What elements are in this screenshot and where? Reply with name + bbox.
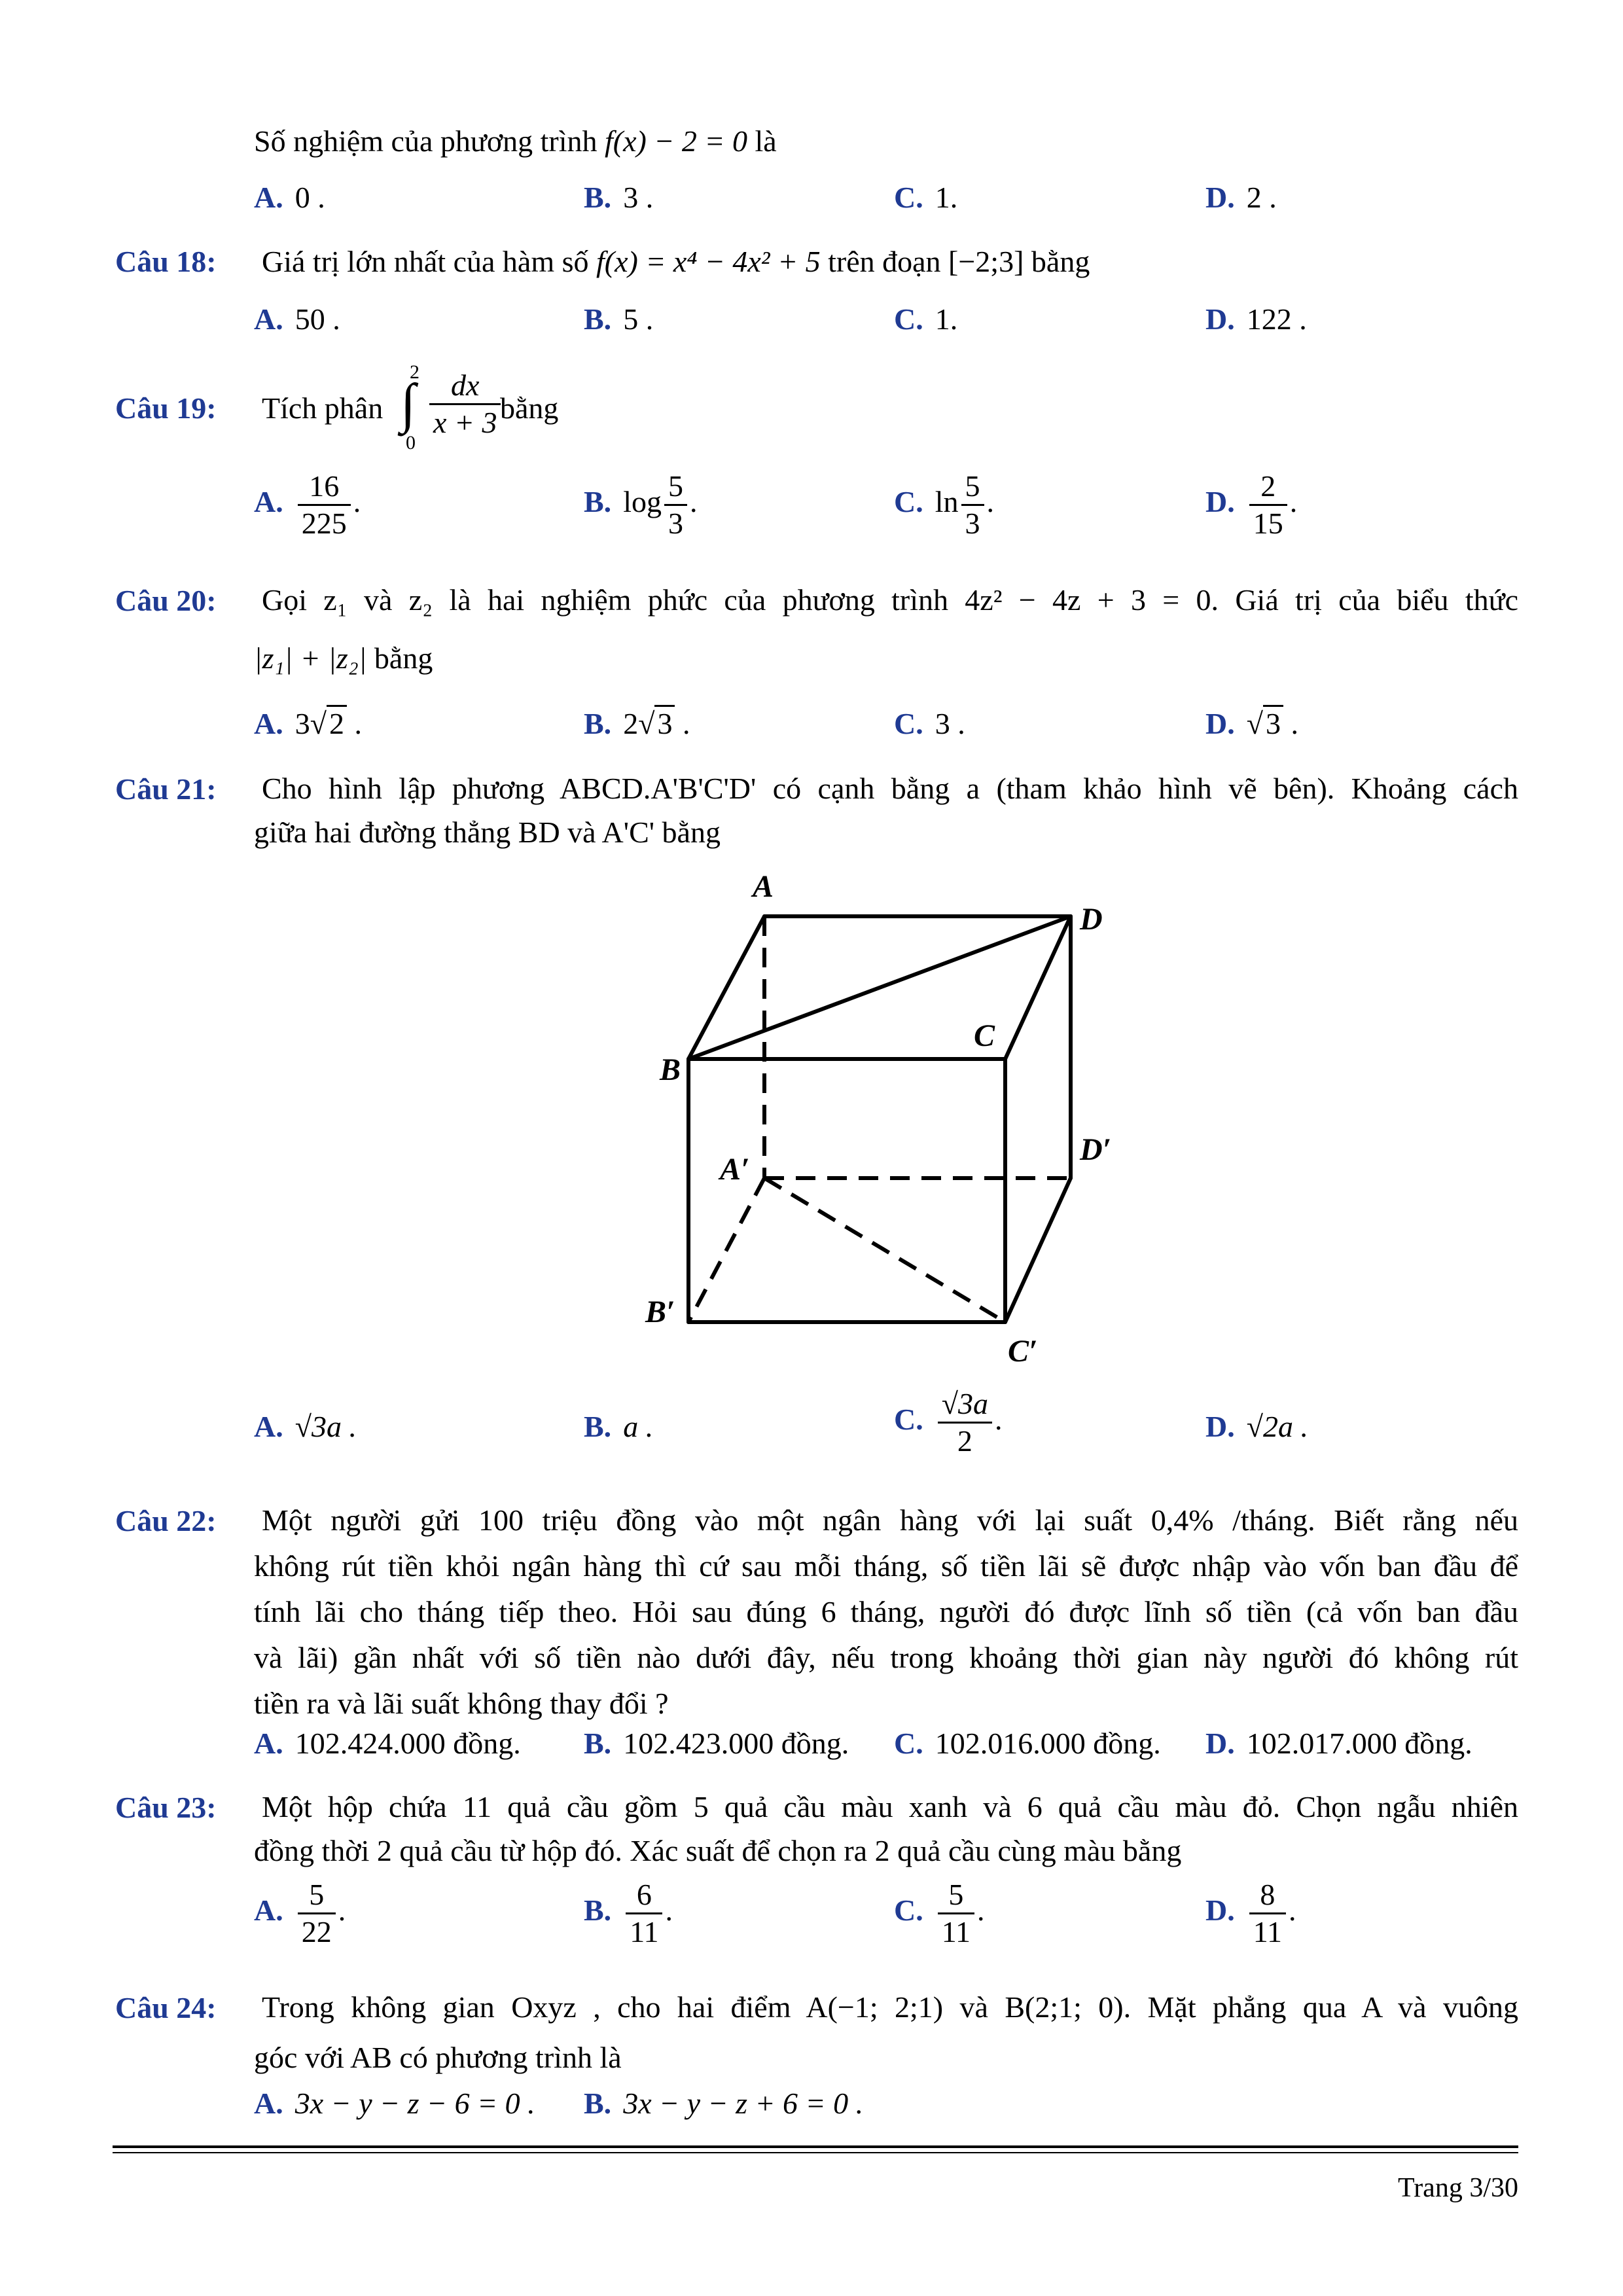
q18-option-a[interactable]: A. 50 . — [254, 302, 340, 336]
footer-divider — [113, 2145, 1518, 2148]
question-18-stem: Giá trị lớn nhất của hàm số f(x) = x⁴ − 4x² + 5 trên đoạn [−2;3] bằng — [262, 245, 1090, 278]
question-23-stem: Một hộp chứa 11 quả cầu gồm 5 quả cầu màu xanh và 6 quả cầu màu đỏ. Chọn ngẫu nhiên — [262, 1790, 1518, 1823]
edge-A-B — [688, 916, 764, 1059]
q21-option-d[interactable]: D. √2a . — [1205, 1410, 1308, 1443]
vertex-label-B: B — [660, 1052, 681, 1087]
q22-option-d[interactable]: D. 102.017.000 đồng. — [1205, 1727, 1472, 1760]
integral-upper: 2 — [410, 361, 419, 383]
prev-option-c[interactable]: C. 1. — [894, 181, 958, 214]
integral-expression — [401, 359, 505, 457]
integral-sign-icon: ∫ — [401, 373, 416, 434]
question-18-label: Câu 18: — [115, 245, 217, 278]
prev-option-b[interactable]: B. 3 . — [584, 181, 654, 214]
integrand-fraction: $\frac{dx}{x + 3}$ — [429, 368, 501, 440]
prev-option-d[interactable]: D. 2 . — [1205, 181, 1277, 214]
q24-option-a[interactable]: A. 3x − y − z − 6 = 0 . — [254, 2087, 535, 2120]
question-20-stem: Gọi z₁ và z₂ là hai nghiệm phức của phương trình 4z² − 4z + 3 = 0. Giá trị của biểu thức — [262, 583, 1518, 617]
q19-option-b[interactable]: B. log $\frac{5}{3}$ . — [584, 469, 698, 540]
q18-option-c[interactable]: C. 1. — [894, 302, 958, 336]
q23-option-b[interactable]: B. $\frac{6}{11}$ . — [584, 1878, 673, 1948]
question-21-line2: giữa hai đường thẳng BD và A'C' bằng — [254, 816, 721, 849]
question-24-stem: Trong không gian Oxyz , cho hai điểm A(−1; 2;1) và B(2;1; 0). Mặt phẳng qua A và vuông — [262, 1990, 1518, 2024]
q23-option-d[interactable]: D. $\frac{8}{11}$ . — [1205, 1878, 1296, 1948]
q23-option-c[interactable]: C. $\frac{5}{11}$ . — [894, 1878, 985, 1948]
q22-option-c[interactable]: C. 102.016.000 đồng. — [894, 1727, 1161, 1760]
q18-option-d[interactable]: D. 122 . — [1205, 302, 1307, 336]
edge-C1-D1 — [1005, 1178, 1071, 1322]
footer-divider-thin — [113, 2152, 1518, 2153]
hidden-edge-A1-B1 — [688, 1178, 764, 1322]
q22-option-a[interactable]: A. 102.424.000 đồng. — [254, 1727, 521, 1760]
cube-figure — [628, 864, 1126, 1388]
question-22-label: Câu 22: — [115, 1504, 217, 1537]
question-23-label: Câu 23: — [115, 1791, 217, 1824]
question-21-stem: Cho hình lập phương ABCD.A'B'C'D' có cạnh bằng a (tham khảo hình vẽ bên). Khoảng cách — [262, 772, 1518, 805]
vertex-label-D-prime: D′ — [1080, 1132, 1112, 1167]
q21-option-c[interactable]: C. $\frac{√3a}{2}$ . — [894, 1387, 1003, 1458]
q20-option-d[interactable]: D. √3 . — [1205, 706, 1298, 742]
hidden-edge-A1-C1 — [764, 1178, 1005, 1322]
vertex-label-C: C — [974, 1018, 995, 1053]
vertex-label-D: D — [1080, 902, 1103, 937]
question-24-line2: góc với AB có phương trình là — [254, 2041, 622, 2074]
question-21-label: Câu 21: — [115, 772, 217, 806]
page-number: Trang 3/30 — [1398, 2173, 1518, 2203]
q20-option-b[interactable]: B. 2√3 . — [584, 706, 690, 742]
question-19-label: Câu 19: — [115, 391, 217, 425]
q19-option-a[interactable]: A. $\frac{16}{225}$ . — [254, 469, 361, 540]
q21-option-a[interactable]: A. √3a . — [254, 1410, 357, 1443]
question-22-stem-rest: không rút tiền khỏi ngân hàng thì cứ sau mỗi tháng, số tiền lãi sẽ được nhập vào vốn ban đầu để tính lãi cho tháng tiếp theo. Hỏi sau đúng 6 tháng, người đó được lĩnh số tiền (cả vốn ban đầu và lãi) gần nhất với số tiền nào dưới đây, nếu trong khoảng thời gian này người đó không rút tiền ra và lãi suất không thay đổi ? — [254, 1549, 1518, 1720]
prev-question-stem: Số nghiệm của phương trình f(x) − 2 = 0 là — [254, 124, 777, 158]
q22-option-b[interactable]: B. 102.423.000 đồng. — [584, 1727, 849, 1760]
question-20-label: Câu 20: — [115, 584, 217, 617]
q24-option-b[interactable]: B. 3x − y − z + 6 = 0 . — [584, 2087, 864, 2120]
question-19-text: Tích phân — [262, 391, 383, 425]
q19-option-c[interactable]: C. ln $\frac{5}{3}$ . — [894, 469, 995, 540]
integral-lower: 0 — [406, 432, 416, 454]
vertex-label-C-prime: C′ — [1008, 1334, 1038, 1369]
question-23-line2: đồng thời 2 quả cầu từ hộp đó. Xác suất để chọn ra 2 quả cầu cùng màu bằng — [254, 1834, 1182, 1867]
vertex-label-A-prime: A′ — [720, 1152, 750, 1187]
q21-option-b[interactable]: B. a . — [584, 1410, 654, 1443]
question-19-text-after: bằng — [500, 391, 559, 425]
q20-option-a[interactable]: A. 3√2 . — [254, 706, 362, 742]
q19-option-d[interactable]: D. $\frac{2}{15}$ . — [1205, 469, 1298, 540]
question-20-line2: |z₁| + |z₂| bằng — [254, 641, 433, 675]
question-22-stem-line1: Một người gửi 100 triệu đồng vào một ngân hàng với lại suất 0,4% /tháng. Biết rằng nếu — [262, 1503, 1518, 1537]
q23-option-a[interactable]: A. $\frac{5}{22}$ . — [254, 1878, 346, 1948]
prev-option-a[interactable]: A. 0 . — [254, 181, 325, 214]
q20-option-c[interactable]: C. 3 . — [894, 707, 965, 740]
question-24-label: Câu 24: — [115, 1991, 217, 2024]
vertex-label-A: A — [753, 869, 774, 904]
q18-option-b[interactable]: B. 5 . — [584, 302, 654, 336]
vertex-label-B-prime: B′ — [645, 1295, 675, 1329]
